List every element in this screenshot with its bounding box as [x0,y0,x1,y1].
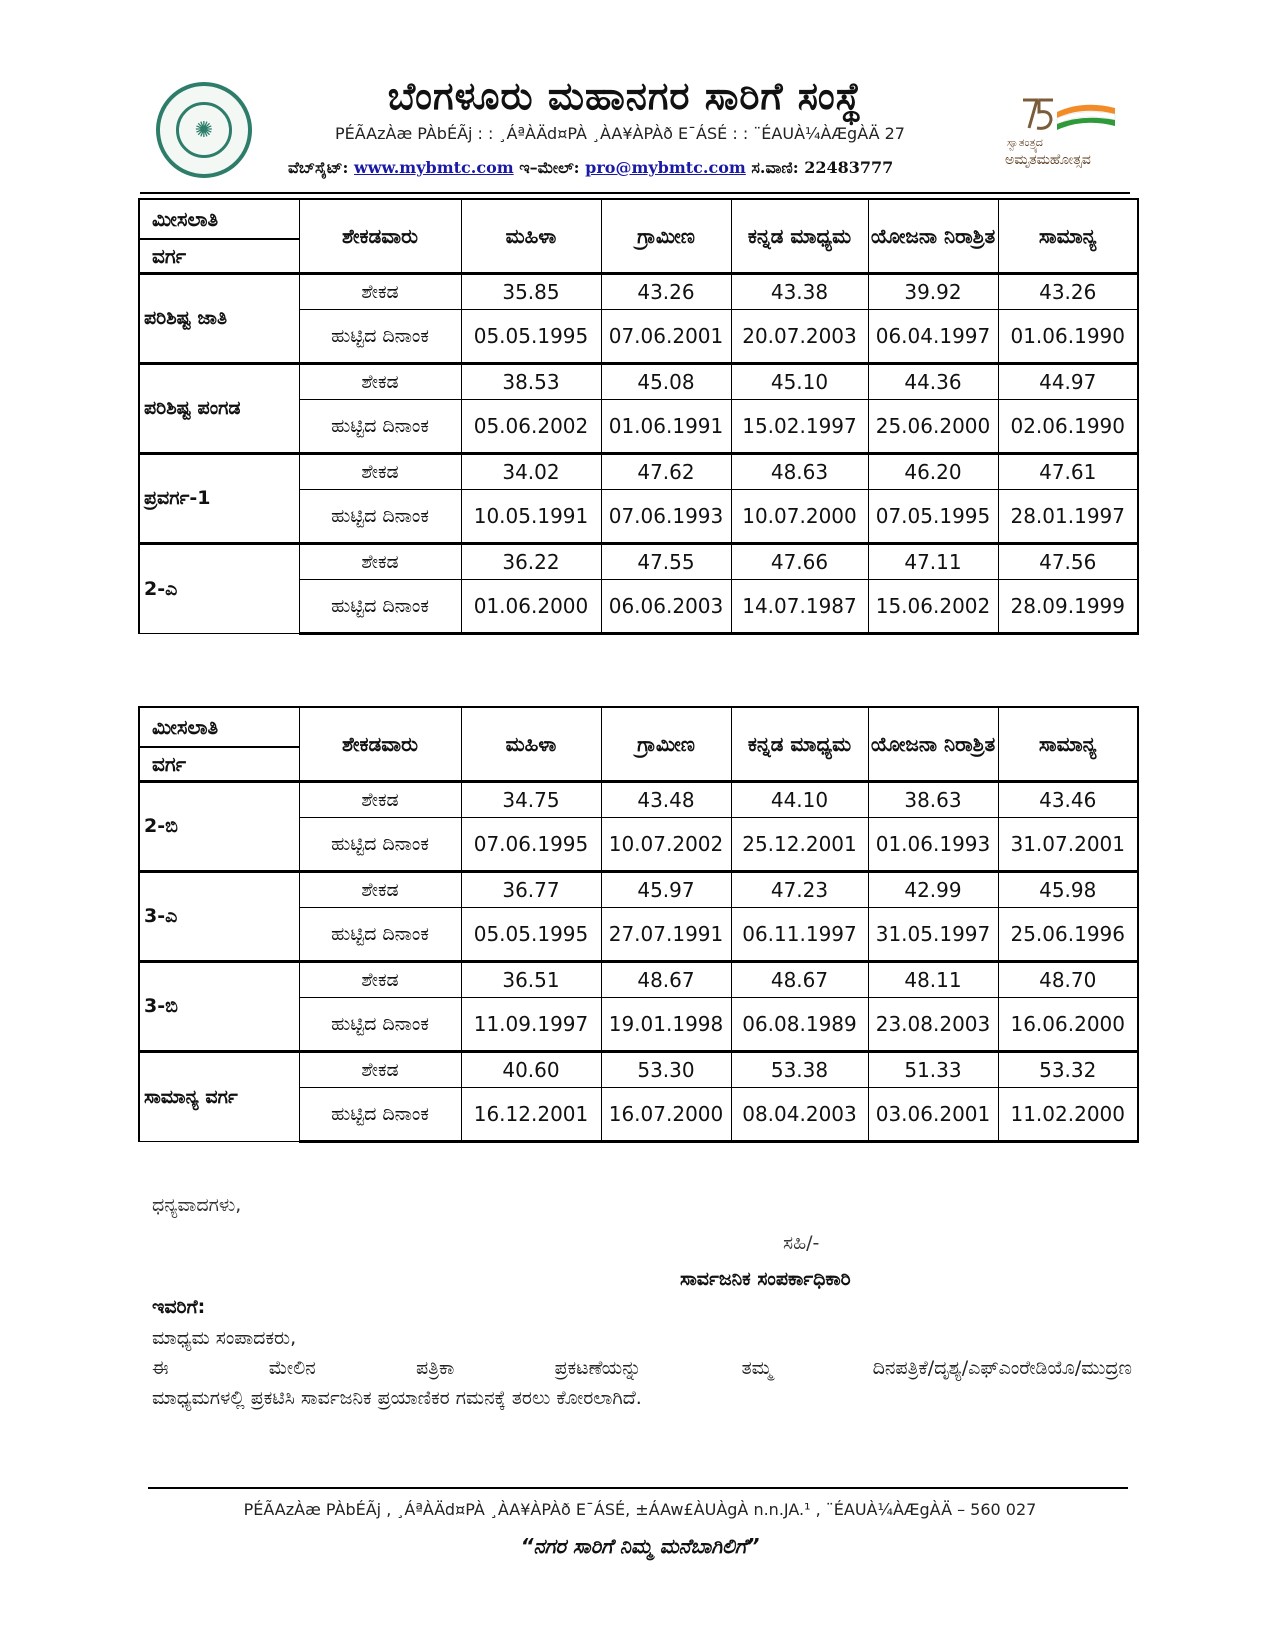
table-row [139,961,1138,997]
table-2-body [139,707,1138,1141]
table-header-row [139,199,1138,239]
percent-cell: 53.38 [731,1051,868,1087]
row-type-dob: ಹುಟ್ಟಿದ ದಿನಾಂಕ [299,907,461,961]
dob-cell: 07.05.1995 [868,489,998,543]
category-label: 2-ಎ [139,543,299,633]
header-divider [140,192,1130,194]
row-type-dob: ಹುಟ್ಟಿದ ದಿನಾಂಕ [299,489,461,543]
dob-cell: 16.07.2000 [601,1087,731,1141]
header-col-3: ಯೋಜನಾ ನಿರಾಶ್ರಿತ [868,199,998,273]
dob-cell: 27.07.1991 [601,907,731,961]
category-label: ಪ್ರವರ್ಗ-1 [139,453,299,543]
to-line-2: ಈ ಮೇಲಿನ ಪತ್ರಿಕಾ ಪ್ರಕಟಣೆಯನ್ನು ತಮ್ಮ ದಿನಪತ್ರಿಕೆ/ದೃಶ್ಯ/ಎಫ್‌ಎಂರೇಡಿಯೊ/ಮುದ್ರಣ [152,1357,1132,1379]
header-col-2: ಕನ್ನಡ ಮಾಧ್ಯಮ [731,199,868,273]
dob-cell: 03.06.2001 [868,1087,998,1141]
dob-cell: 07.06.2001 [601,309,731,363]
percent-cell: 38.53 [461,363,601,399]
header-col-0: ಮಹಿಳಾ [461,707,601,781]
header-col-2: ಕನ್ನಡ ಮಾಧ್ಯಮ [731,707,868,781]
dob-cell: 06.04.1997 [868,309,998,363]
dob-cell: 16.06.2000 [998,997,1138,1051]
table-row [139,871,1138,907]
row-type-dob: ಹುಟ್ಟಿದ ದಿನಾಂಕ [299,399,461,453]
percent-cell: 34.02 [461,453,601,489]
dob-cell: 06.11.1997 [731,907,868,961]
dob-cell: 10.07.2002 [601,817,731,871]
reservation-table-2 [138,706,1139,1143]
percent-cell: 48.63 [731,453,868,489]
percent-cell: 47.56 [998,543,1138,579]
table-row [139,1051,1138,1087]
table-row [139,781,1138,817]
dob-cell: 15.06.2002 [868,579,998,633]
dob-cell: 28.09.1999 [998,579,1138,633]
dob-cell: 06.08.1989 [731,997,868,1051]
header-col-4: ಸಾಮಾನ್ಯ [998,707,1138,781]
dob-cell: 20.07.2003 [731,309,868,363]
org-title: ಬೆಂಗಳೂರು ಮಹಾನಗರ ಸಾರಿಗೆ ಸಂಸ್ಥೆ [387,74,863,118]
percent-cell: 47.23 [731,871,868,907]
category-label: ಸಾಮಾನ್ಯ ವರ್ಗ [139,1051,299,1141]
dob-cell: 25.06.2000 [868,399,998,453]
percent-cell: 43.46 [998,781,1138,817]
row-type-dob: ಹುಟ್ಟಿದ ದಿನಾಂಕ [299,817,461,871]
dob-cell: 01.06.1990 [998,309,1138,363]
percent-cell: 43.26 [601,273,731,309]
category-label: 3-ಬಿ [139,961,299,1051]
percent-cell: 45.97 [601,871,731,907]
dob-cell: 05.05.1995 [461,907,601,961]
category-label: ಪರಿಶಿಷ್ಟ ಜಾತಿ [139,273,299,363]
website-link[interactable]: www.mybmtc.com [354,158,514,177]
logo-right-text1: ಸ್ವಾತಂತ್ರ್ಯದ [1007,136,1043,149]
email-label: ಇ–ಮೇಲ್: [519,158,580,177]
row-type-dob: ಹುಟ್ಟಿದ ದಿನಾಂಕ [299,997,461,1051]
header-col-0: ಮಹಿಳಾ [461,199,601,273]
percent-cell: 45.10 [731,363,868,399]
dob-cell: 11.02.2000 [998,1087,1138,1141]
percent-cell: 43.38 [731,273,868,309]
category-label: 3-ಎ [139,871,299,961]
percent-cell: 47.61 [998,453,1138,489]
percent-cell: 48.67 [731,961,868,997]
dob-cell: 25.12.2001 [731,817,868,871]
dob-cell: 10.05.1991 [461,489,601,543]
percent-cell: 45.98 [998,871,1138,907]
percent-cell: 48.11 [868,961,998,997]
dob-cell: 07.06.1995 [461,817,601,871]
motto: “ನಗರ ಸಾರಿಗೆ ನಿಮ್ಮ ಮನೆಬಾಗಿಲಿಗೆ” [520,1534,760,1558]
footer-address: PÉÃAzÀæ PÀbÉÃj , ¸ÁªÀÄd¤PÀ ¸ÀA¥ÀPÀð E¯ÁSÉ, ±ÁAw£ÀUÀgÀ n.n.JA.¹ , ¨ÉAUÀ¼ÀÆgÀÄ – 560 027 [243,1500,1037,1519]
row-type-percent: ಶೇಕಡ [299,1051,461,1087]
table-1-body [139,199,1138,633]
percent-cell: 47.62 [601,453,731,489]
dob-cell: 10.07.2000 [731,489,868,543]
category-label: 2-ಬಿ [139,781,299,871]
logo-right-text2: ಅಮೃತಮಹೋತ್ಸವ [1005,152,1091,168]
signed-text: ಸಹಿ/- [783,1232,820,1254]
percent-cell: 53.30 [601,1051,731,1087]
dob-cell: 05.05.1995 [461,309,601,363]
dob-cell: 15.02.1997 [731,399,868,453]
dob-cell: 08.04.2003 [731,1087,868,1141]
dob-cell: 06.06.2003 [601,579,731,633]
table-header-row [139,707,1138,747]
dob-cell: 23.08.2003 [868,997,998,1051]
percent-cell: 44.10 [731,781,868,817]
to-label: ಇವರಿಗೆ: [152,1296,206,1318]
row-type-dob: ಹುಟ್ಟಿದ ದಿನಾಂಕ [299,309,461,363]
header-category: ವರ್ಗ [139,239,299,273]
dob-cell: 11.09.1997 [461,997,601,1051]
row-type-dob: ಹುಟ್ಟಿದ ದಿನಾಂಕ [299,579,461,633]
row-type-percent: ಶೇಕಡ [299,961,461,997]
dob-cell: 01.06.1993 [868,817,998,871]
percent-cell: 44.36 [868,363,998,399]
header-col-4: ಸಾಮಾನ್ಯ [998,199,1138,273]
row-type-percent: ಶೇಕಡ [299,871,461,907]
category-label: ಪರಿಶಿಷ್ಟ ಪಂಗಡ [139,363,299,453]
percent-cell: 39.92 [868,273,998,309]
header-reservation: ಮೀಸಲಾತಿ [139,199,299,239]
dob-cell: 01.06.2000 [461,579,601,633]
percent-cell: 42.99 [868,871,998,907]
to-body [152,1323,1132,1413]
thanks-text: ಧನ್ಯವಾದಗಳು, [152,1194,242,1216]
percent-cell: 48.70 [998,961,1138,997]
table-row [139,363,1138,399]
dob-cell: 19.01.1998 [601,997,731,1051]
percent-cell: 43.26 [998,273,1138,309]
header-col-3: ಯೋಜನಾ ನಿರಾಶ್ರಿತ [868,707,998,781]
dob-cell: 16.12.2001 [461,1087,601,1141]
row-type-percent: ಶೇಕಡ [299,543,461,579]
dob-cell: 25.06.1996 [998,907,1138,961]
percent-cell: 34.75 [461,781,601,817]
table-row [139,453,1138,489]
row-type-percent: ಶೇಕಡ [299,781,461,817]
percent-cell: 36.51 [461,961,601,997]
percent-cell: 44.97 [998,363,1138,399]
percent-cell: 53.32 [998,1051,1138,1087]
header-category: ವರ್ಗ [139,747,299,781]
phone-label: ಸ.ವಾಣಿ: [751,158,799,177]
percent-cell: 38.63 [868,781,998,817]
percent-cell: 43.48 [601,781,731,817]
percent-cell: 36.22 [461,543,601,579]
dob-cell: 14.07.1987 [731,579,868,633]
to-line-3: ಮಾಧ್ಯಮಗಳಲ್ಲಿ ಪ್ರಕಟಿಸಿ ಸಾರ್ವಜನಿಕ ಪ್ರಯಾಣಿಕರ ಗಮನಕ್ಕೆ ತರಲು ಕೋರಲಾಗಿದೆ. [152,1387,642,1409]
phone-number: 22483777 [804,158,894,177]
dob-cell: 05.06.2002 [461,399,601,453]
percent-cell: 48.67 [601,961,731,997]
row-type-percent: ಶೇಕಡ [299,453,461,489]
percent-cell: 40.60 [461,1051,601,1087]
header-col-1: ಗ್ರಾಮೀಣ [601,707,731,781]
row-type-percent: ಶೇಕಡ [299,363,461,399]
table-row [139,543,1138,579]
email-link[interactable]: pro@mybmtc.com [585,158,746,177]
dob-cell: 02.06.1990 [998,399,1138,453]
footer-divider [148,1487,1128,1489]
header-address: PÉÃAzÀæ PÀbÉÃj : : ¸ÁªÀÄd¤PÀ ¸ÀA¥ÀPÀð E¯ÁSÉ : : ¨ÉAUÀ¼ÀÆgÀÄ 27 [335,124,905,143]
dob-cell: 07.06.1993 [601,489,731,543]
website-label: ವೆಬ್‌ಸೈಟ್: [288,158,349,177]
azadi-amrit-mahotsav-75-icon [1003,98,1123,172]
table-row [139,273,1138,309]
reservation-table-1 [138,198,1139,635]
header-percentage: ಶೇಕಡವಾರು [299,199,461,273]
contact-line [288,158,968,178]
percent-cell: 47.55 [601,543,731,579]
percent-cell: 47.66 [731,543,868,579]
signatory-title: ಸಾರ್ವಜನಿಕ ಸಂಪರ್ಕಾಧಿಕಾರಿ [680,1268,851,1290]
dob-cell: 31.07.2001 [998,817,1138,871]
dob-cell: 31.05.1997 [868,907,998,961]
row-type-percent: ಶೇಕಡ [299,273,461,309]
header-reservation: ಮೀಸಲಾತಿ [139,707,299,747]
bmtc-emblem-icon: ✺ [156,82,252,178]
percent-cell: 36.77 [461,871,601,907]
percent-cell: 51.33 [868,1051,998,1087]
percent-cell: 35.85 [461,273,601,309]
percent-cell: 46.20 [868,453,998,489]
header-col-1: ಗ್ರಾಮೀಣ [601,199,731,273]
row-type-dob: ಹುಟ್ಟಿದ ದಿನಾಂಕ [299,1087,461,1141]
header-percentage: ಶೇಕಡವಾರು [299,707,461,781]
to-line-1: ಮಾಧ್ಯಮ ಸಂಪಾದಕರು, [152,1327,297,1349]
percent-cell: 47.11 [868,543,998,579]
percent-cell: 45.08 [601,363,731,399]
dob-cell: 01.06.1991 [601,399,731,453]
dob-cell: 28.01.1997 [998,489,1138,543]
